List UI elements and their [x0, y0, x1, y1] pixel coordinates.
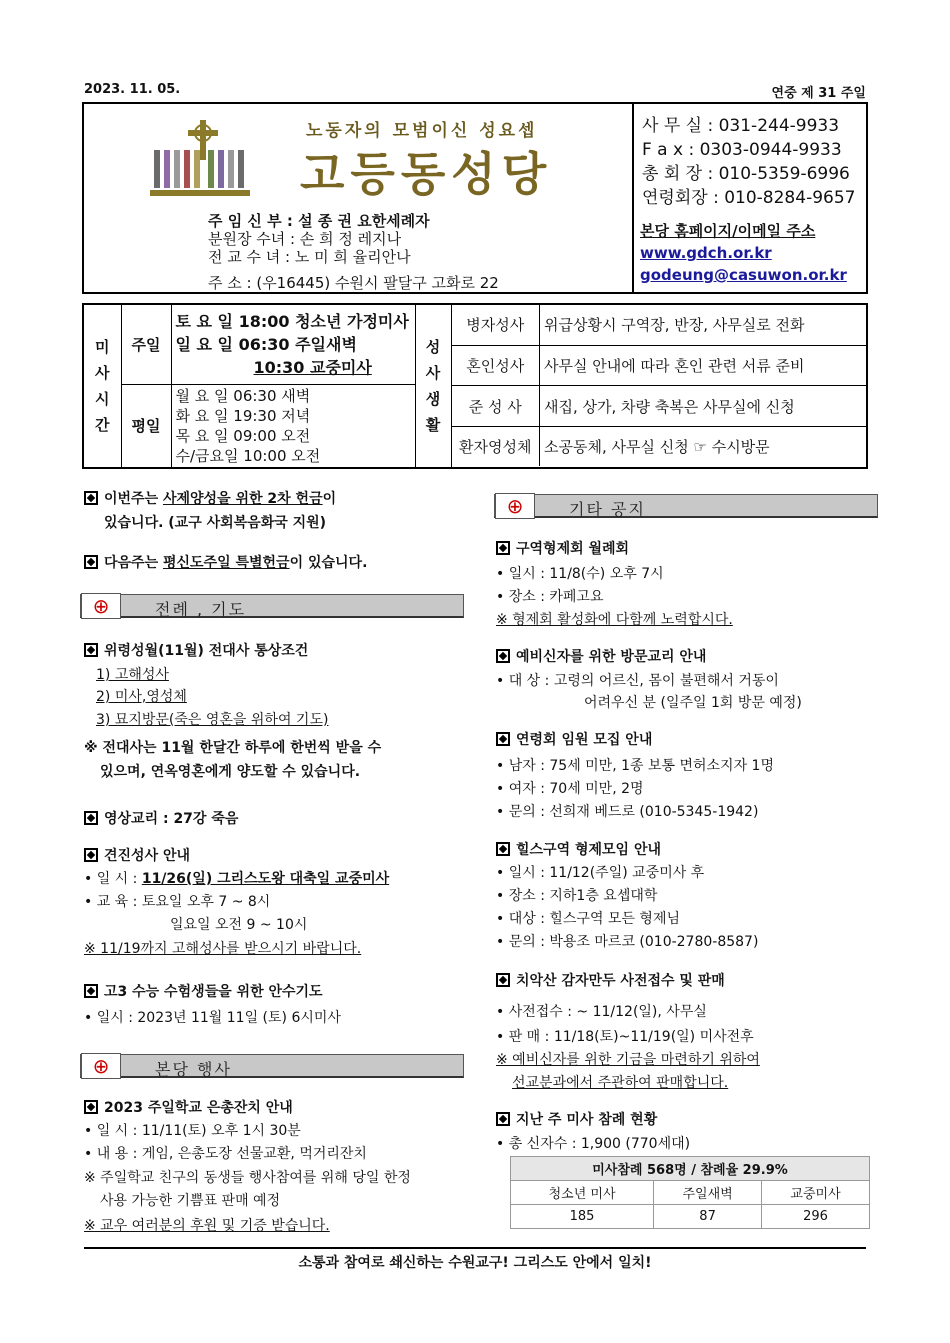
staff-sister-superior: 분원장 수녀 : 손 희 정 레지나 [208, 230, 402, 248]
bullet-icon [496, 649, 510, 663]
brothers-meeting-place: • 장소 : 카페고요 [496, 589, 604, 605]
hills-meeting-date: • 일시 : 11/12(주일) 교중미사 후 [496, 865, 705, 881]
attendance-summary: 미사참례 568명 / 참례율 29.9% [511, 1157, 870, 1181]
indulgence-note: ※ 전대사는 11월 한달간 하루에 한번씩 받을 수 [84, 740, 382, 756]
stats-col-header: 교중미사 [762, 1181, 870, 1205]
bulletin-date: 2023. 11. 05. [84, 82, 181, 97]
liturgical-week: 연중 제 31 주일 [771, 86, 866, 101]
sunday-label: 주일 [121, 304, 171, 384]
hills-meeting-target: • 대상 : 힐스구역 모든 형제님 [496, 911, 680, 927]
attendance-table [510, 1156, 870, 1229]
visit-catechism-target-line2: 어려우신 분 (일주일 1회 방문 예정) [584, 695, 802, 711]
church-address: 주 소 : (우16445) 수원시 팔달구 고화로 22 [208, 274, 499, 292]
attendance-title: 지난 주 미사 참례 현황 [496, 1109, 657, 1129]
sacraments-cell [451, 304, 867, 468]
notice-second-collection-line2: 있습니다. (교구 사회복음화국 지원) [104, 515, 327, 531]
sacrament-life-label: 성 사 생 활 [415, 304, 451, 468]
sacrament-desc: 위급상황시 구역장, 반장, 사무실로 전화 [540, 305, 867, 345]
footer-slogan: 소통과 참여로 쇄신하는 수원교구! 그리스도 안에서 일치! [298, 1255, 652, 1271]
sacrament-name: 병자성사 [452, 305, 540, 345]
bullet-icon [496, 973, 510, 987]
sacrament-name: 환자영성체 [452, 426, 540, 466]
total-members: • 총 신자수 : 1,900 (770세대) [496, 1136, 691, 1152]
weekday-label: 평일 [121, 384, 171, 468]
indulgence-item: 3) 묘지방문(죽은 영혼을 위하여 기도) [96, 712, 329, 728]
indulgence-note-line2: 있으며, 연옥영혼에게 양도할 수 있습니다. [100, 764, 361, 780]
cross-circle-icon: ⊕ [495, 493, 535, 519]
confirmation-title: 견진성사 안내 [84, 845, 190, 865]
bullet-icon [84, 1100, 98, 1114]
contact-fax: F a x : 0303-0944-9933 [642, 140, 842, 160]
sacraments-table [452, 305, 867, 466]
staff-sister-teacher: 전 교 수 녀 : 노 미 희 율리안나 [208, 248, 411, 266]
stats-value: 296 [762, 1205, 870, 1229]
weekday-mass-times: 월 요 일 06:30 새벽 화 요 일 19:30 저녁 목 요 일 09:00 오전 수/금요일 10:00 오전 [171, 384, 415, 468]
sunday-school-title: 2023 주일학교 은총잔치 안내 [84, 1097, 293, 1117]
bullet-icon [84, 984, 98, 998]
sacrament-name: 준 성 사 [452, 386, 540, 427]
funeral-recruit-contact: • 문의 : 선희재 베드로 (010-5345-1942) [496, 804, 759, 820]
section-liturgy-prayer: ⊕ 전례 , 기도 [80, 594, 464, 618]
bullet-icon [496, 1112, 510, 1126]
section-other-notices: ⊕ 기타 공지 [494, 494, 878, 518]
exam-prayer-title: 고3 수능 수험생들을 위한 안수기도 [84, 981, 323, 1001]
hills-meeting-title: 힐스구역 형제모임 안내 [496, 839, 661, 859]
dumpling-sale-date: • 판 매 : 11/18(토)~11/19(일) 미사전후 [496, 1029, 754, 1045]
funeral-recruit-title: 연령회 임원 모집 안내 [496, 729, 652, 749]
visit-catechism-title: 예비신자를 위한 방문교리 안내 [496, 646, 706, 666]
bullet-icon [496, 842, 510, 856]
contact-office: 사 무 실 : 031-244-9933 [642, 116, 840, 136]
bullet-icon [84, 848, 98, 862]
church-name: 고등동성당 [300, 147, 553, 201]
dumpling-presale: • 사전접수 : ~ 11/12(일), 사무실 [496, 1004, 707, 1020]
indulgence-item: 1) 고해성사 [96, 667, 169, 683]
visit-catechism-target: • 대 상 : 고령의 어르신, 몸이 불편해서 거동이 [496, 673, 779, 689]
brothers-meeting-date: • 일시 : 11/8(수) 오후 7시 [496, 566, 664, 582]
exam-prayer-date: • 일시 : 2023년 11월 11일 (토) 6시미사 [84, 1010, 341, 1026]
indulgence-title: 위령성월(11월) 전대사 통상조건 [84, 640, 308, 660]
stats-col-header: 주일새벽 [654, 1181, 762, 1205]
web-info [640, 220, 847, 286]
bullet-icon [84, 555, 98, 569]
bullet-icon [84, 643, 98, 657]
stats-value: 87 [654, 1205, 762, 1229]
confirmation-date: • 일 시 : 11/26(일) 그리스도왕 대축일 교중미사 [84, 871, 390, 887]
dumpling-sale-title: 치악산 감자만두 사전접수 및 판매 [496, 970, 725, 990]
contact-list [642, 114, 855, 210]
sunday-school-donation: ※ 교우 여러분의 후원 및 기증 받습니다. [84, 1218, 330, 1234]
stats-value: 185 [511, 1205, 654, 1229]
brothers-meeting-note: ※ 형제회 활성화에 다함께 노력합시다. [496, 612, 733, 628]
stats-col-header: 청소년 미사 [511, 1181, 654, 1205]
sunday-school-content: • 내 용 : 게임, 은총도장 선물교환, 먹거리잔치 [84, 1146, 367, 1162]
notice-special-collection: 다음주는 평신도주일 특별헌금이 있습니다. [84, 552, 367, 572]
church-subtitle: 노동자의 모범이신 성요셉 [306, 121, 538, 141]
email-link[interactable]: godeung@casuwon.or.kr [640, 266, 847, 284]
cross-circle-icon: ⊕ [81, 593, 121, 619]
contact-council-president: 총 회 장 : 010-5359-6996 [642, 164, 850, 184]
bullet-icon [84, 811, 98, 825]
web-title: 본당 홈페이지/이메일 주소 [640, 222, 816, 240]
bullet-icon [84, 491, 98, 505]
bullet-icon [496, 732, 510, 746]
funeral-recruit-female: • 여자 : 70세 미만, 2명 [496, 781, 644, 797]
mass-schedule-table [82, 303, 868, 469]
sunday-school-note: ※ 주일학교 친구의 동생들 행사참여를 위해 당일 한정 [84, 1170, 411, 1186]
funeral-recruit-male: • 남자 : 75세 미만, 1종 보통 면허소지자 1명 [496, 758, 774, 774]
mass-time-label: 미 사 시 간 [83, 304, 121, 468]
sunday-school-note-line2: 사용 가능한 기쁨표 판매 예정 [100, 1193, 281, 1209]
indulgence-item: 2) 미사,영성체 [96, 689, 187, 705]
sunday-school-date: • 일 시 : 11/11(토) 오후 1시 30분 [84, 1123, 301, 1139]
notice-second-collection: 이번주는 사제양성을 위한 2차 헌금이 [84, 488, 336, 508]
church-logo-icon [150, 118, 260, 198]
sunday-mass-times: 토 요 일 18:00 청소년 가정미사 일 요 일 06:30 주일새벽 10:30 교중미사 [171, 304, 415, 384]
masthead [82, 102, 868, 294]
section-parish-events: ⊕ 본당 행사 [80, 1054, 464, 1078]
hills-meeting-place: • 장소 : 지하1층 요셉대학 [496, 888, 658, 904]
header-divider [632, 104, 634, 292]
dumpling-note: ※ 예비신자를 위한 기금을 마련하기 위하여 [496, 1052, 760, 1068]
confirmation-note: ※ 11/19까지 고해성사를 받으시기 바랍니다. [84, 941, 362, 957]
hills-meeting-contact: • 문의 : 박용조 마르코 (010-2780-8587) [496, 934, 759, 950]
sacrament-desc: 사무실 안내에 따라 혼인 관련 서류 준비 [540, 345, 867, 386]
dumpling-note-line2: 선교분과에서 주관하여 판매합니다. [512, 1075, 729, 1091]
bullet-icon [496, 541, 510, 555]
sacrament-desc: 소공동체, 사무실 신청 ☞ 수시방문 [540, 426, 867, 466]
video-catechism: 영상교리 : 27강 죽음 [84, 808, 238, 828]
footer-divider [84, 1247, 866, 1249]
sacrament-name: 혼인성사 [452, 345, 540, 386]
contact-funeral-society: 연령회장 : 010-8284-9657 [642, 188, 856, 208]
confirmation-education-line2: 일요일 오전 9 ~ 10시 [170, 917, 308, 933]
brothers-meeting-title: 구역형제회 월례회 [496, 538, 629, 558]
confirmation-education: • 교 육 : 토요일 오후 7 ~ 8시 [84, 894, 271, 910]
cross-circle-icon: ⊕ [81, 1053, 121, 1079]
staff-pastor: 주 임 신 부 : 설 종 권 요한세례자 [208, 212, 430, 230]
homepage-link[interactable]: www.gdch.or.kr [640, 244, 772, 262]
sacrament-desc: 새집, 상가, 차량 축복은 사무실에 신청 [540, 386, 867, 427]
